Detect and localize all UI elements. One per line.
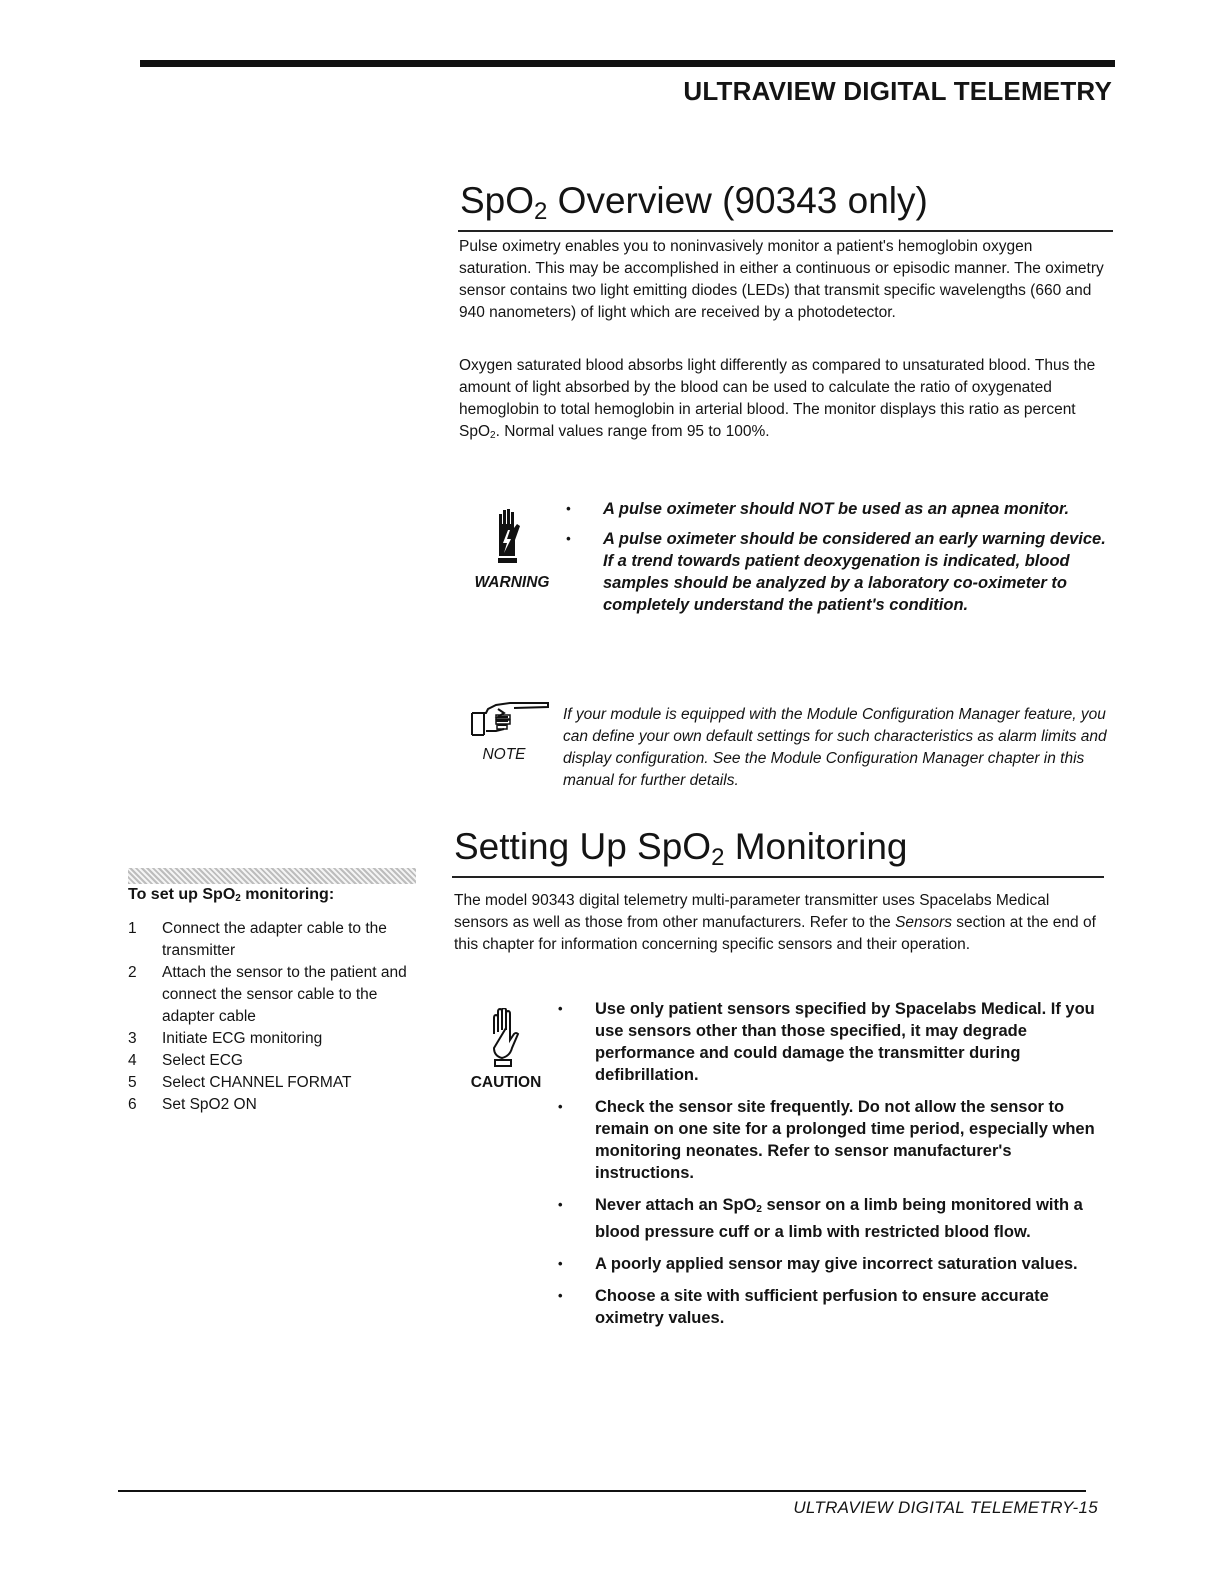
caution-item: • A poorly applied sensor may give incorrect saturation values. [558, 1253, 1098, 1275]
warning-item: • A pulse oximeter should NOT be used as an apnea monitor. [566, 498, 1116, 520]
step-item: 5 Select CHANNEL FORMAT [128, 1074, 352, 1091]
step-item: 4 Select ECG [128, 1052, 243, 1069]
setup-steps [128, 918, 420, 1116]
hand-lightning-icon [493, 506, 527, 568]
warning-label: WARNING [474, 574, 550, 591]
note-label: NOTE [482, 746, 526, 763]
note-text: If your module is equipped with the Module Configuration Manager feature, you can define your own default settings for such characteristics as alarm limits and display configuration. See the Module Configuration Manager chapter in this manual for further details. [563, 706, 1107, 789]
running-header: ULTRAVIEW DIGITAL TELEMETRY [683, 76, 1112, 106]
overview-heading-rule [458, 230, 1113, 232]
step-item: 3 Initiate ECG monitoring [128, 1030, 323, 1047]
caution-item: • Check the sensor site frequently. Do not allow the sensor to remain on one site for a prolonged time period, especially when monitoring neonates. Refer to sensor manufacturer's instructions. [558, 1096, 1098, 1184]
caution-label: CAUTION [470, 1074, 542, 1091]
overview-paragraph-2: Oxygen saturated blood absorbs light differently as compared to unsaturated blood. Thus the amount of light absorbed by the blood can be used to calculate the ratio of oxygenated hemoglobin to total hemoglobin in arterial blood. The monitor displays this ratio as percent SpO$_2$. Normal values range from 95 to 100%. [459, 357, 1096, 441]
raised-hand-icon [488, 1008, 522, 1072]
pointing-hand-icon [470, 701, 550, 741]
overview-paragraph-1: Pulse oximetry enables you to noninvasively monitor a patient's hemoglobin oxygen saturation. This may be accomplished in either a continuous or episodic manner. The oximetry sensor contains two light emitting diodes (LEDs) that transmit specific wavelengths (660 and 940 nanometers) of light which are received by a photodetector. [459, 238, 1104, 321]
step-item: 6 Set SpO2 ON [128, 1096, 257, 1113]
step-item: 1 Connect the adapter cable to the transmitter [128, 920, 387, 959]
running-footer: ULTRAVIEW DIGITAL TELEMETRY-15 [793, 1498, 1098, 1517]
overview-heading: SpO$_2$ Overview (90343 only) [460, 180, 928, 225]
setup-heading: Setting Up SpO$_2$ Monitoring [454, 826, 908, 871]
step-item: 2 Attach the sensor to the patient and connect the sensor cable to the adapter cable [128, 964, 407, 1025]
top-rule [140, 60, 1115, 67]
setup-paragraph: The model 90343 digital telemetry multi-parameter transmitter uses Spacelabs Medical sensors as well as those from other manufacturers. Refer to the Sensors section at the end of this chapter for information concerning specific sensors and their operation. [454, 892, 1096, 953]
warning-item: • A pulse oximeter should be considered an early warning device. If a trend towards patient deoxygenation is indicated, blood samples should be analyzed by a laboratory co-oximeter to completely understand the patient's condition. [566, 528, 1116, 616]
sidebar-shaded-bar [128, 868, 416, 884]
sidebar-heading: To set up SpO$_2$ monitoring: [128, 886, 335, 904]
caution-item: • Never attach an SpO$_2$ sensor on a limb being monitored with a blood pressure cuff or a limb with restricted blood flow. [558, 1194, 1098, 1243]
caution-item: • Choose a site with sufficient perfusion to ensure accurate oximetry values. [558, 1285, 1098, 1329]
caution-list [558, 998, 1098, 1339]
setup-heading-rule [452, 876, 1104, 878]
bottom-rule [118, 1490, 1086, 1492]
caution-item: • Use only patient sensors specified by Spacelabs Medical. If you use sensors other than those specified, it may degrade performance and could damage the transmitter during defibrillation. [558, 998, 1098, 1086]
warning-list [566, 498, 1116, 624]
